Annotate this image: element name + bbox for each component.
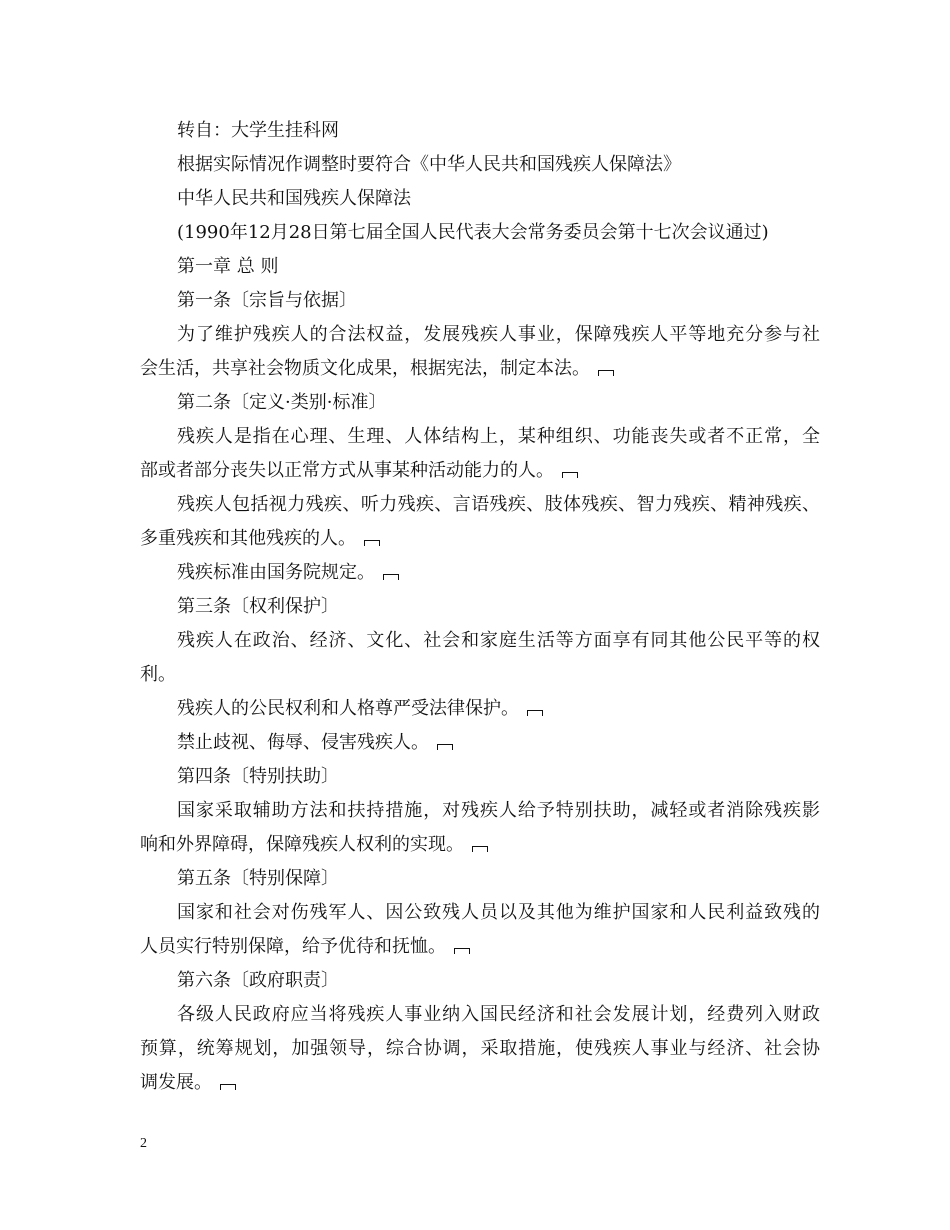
line-text: 第五条〔特别保障〕 <box>177 868 339 889</box>
text-line <box>140 114 820 148</box>
line-text: 会生活，共享社会物质文化成果，根据宪法，制定本法。 <box>140 358 590 379</box>
paragraph-mark-icon <box>220 1084 236 1090</box>
text-line <box>140 216 820 250</box>
line-text: 第一条〔宗旨与依据〕 <box>177 290 357 311</box>
line-text: 根据实际情况作调整时要符合《中华人民共和国残疾人保障法》 <box>177 154 681 175</box>
text-line <box>140 828 820 862</box>
text-line <box>140 896 820 930</box>
text-line <box>140 590 820 624</box>
line-text: 第四条〔特别扶助〕 <box>177 766 339 787</box>
text-line <box>140 250 820 284</box>
line-text: 人员实行特别保障，给予优待和抚恤。 <box>140 936 446 957</box>
paragraph-mark-icon <box>364 540 380 546</box>
line-text: 第二条〔定义·类别·标准〕 <box>177 392 387 413</box>
line-text: 第六条〔政府职责〕 <box>177 970 339 991</box>
text-line <box>140 794 820 828</box>
line-text: 残疾标准由国务院规定。 <box>177 562 375 583</box>
line-text: 响和外界障碍，保障残疾人权利的实现。 <box>140 834 464 855</box>
text-line <box>140 352 820 386</box>
text-line <box>140 692 820 726</box>
text-line <box>140 522 820 556</box>
line-text: 各级人民政府应当将残疾人事业纳入国民经济和社会发展计划，经费列入财政 <box>177 1004 820 1025</box>
text-line <box>140 862 820 896</box>
line-text: 第一章 总 则 <box>177 256 279 277</box>
line-text: 第三条〔权利保护〕 <box>177 596 339 617</box>
text-line <box>140 284 820 318</box>
paragraph-mark-icon <box>598 370 614 376</box>
text-line <box>140 1066 820 1100</box>
text-line <box>140 318 820 352</box>
text-line <box>140 760 820 794</box>
line-text: 残疾人包括视力残疾、听力残疾、言语残疾、肢体残疾、智力残疾、精神残疾、 <box>177 494 820 515</box>
document-body <box>140 114 820 1100</box>
text-line <box>140 1032 820 1066</box>
text-line <box>140 624 820 658</box>
text-line <box>140 658 820 692</box>
text-line <box>140 148 820 182</box>
line-text: 残疾人的公民权利和人格尊严受法律保护。 <box>177 698 519 719</box>
line-text: 部或者部分丧失以正常方式从事某种活动能力的人。 <box>140 460 554 481</box>
text-line <box>140 454 820 488</box>
paragraph-mark-icon <box>454 948 470 954</box>
text-line <box>140 964 820 998</box>
line-text: 禁止歧视、侮辱、侵害残疾人。 <box>177 732 429 753</box>
text-line <box>140 386 820 420</box>
paragraph-mark-icon <box>527 710 543 716</box>
line-text: 预算，统筹规划，加强领导，综合协调，采取措施，使残疾人事业与经济、社会协 <box>140 1038 820 1059</box>
line-text: 国家和社会对伤残军人、因公致残人员以及其他为维护国家和人民利益致残的 <box>177 902 820 923</box>
line-text: 中华人民共和国残疾人保障法 <box>177 188 411 209</box>
paragraph-mark-icon <box>437 744 453 750</box>
text-line <box>140 726 820 760</box>
line-text: 多重残疾和其他残疾的人。 <box>140 528 356 549</box>
text-line <box>140 556 820 590</box>
text-line <box>140 182 820 216</box>
paragraph-mark-icon <box>472 846 488 852</box>
line-text: 残疾人是指在心理、生理、人体结构上，某种组织、功能丧失或者不正常，全 <box>177 426 820 447</box>
text-line <box>140 930 820 964</box>
paragraph-mark-icon <box>383 574 399 580</box>
text-line <box>140 420 820 454</box>
line-text: 残疾人在政治、经济、文化、社会和家庭生活等方面享有同其他公民平等的权 <box>177 630 820 651</box>
line-text: 为了维护残疾人的合法权益，发展残疾人事业，保障残疾人平等地充分参与社 <box>177 324 820 345</box>
line-text: 利。 <box>140 664 176 685</box>
text-line <box>140 488 820 522</box>
text-line <box>140 998 820 1032</box>
line-text: (1990年12月28日第七届全国人民代表大会常务委员会第十七次会议通过) <box>177 222 769 243</box>
page-number: 2 <box>140 1136 147 1151</box>
line-text: 调发展。 <box>140 1072 212 1093</box>
paragraph-mark-icon <box>562 472 578 478</box>
line-text: 国家采取辅助方法和扶持措施，对残疾人给予特别扶助，减轻或者消除残疾影 <box>177 800 820 821</box>
line-text: 转自：大学生挂科网 <box>177 120 339 141</box>
